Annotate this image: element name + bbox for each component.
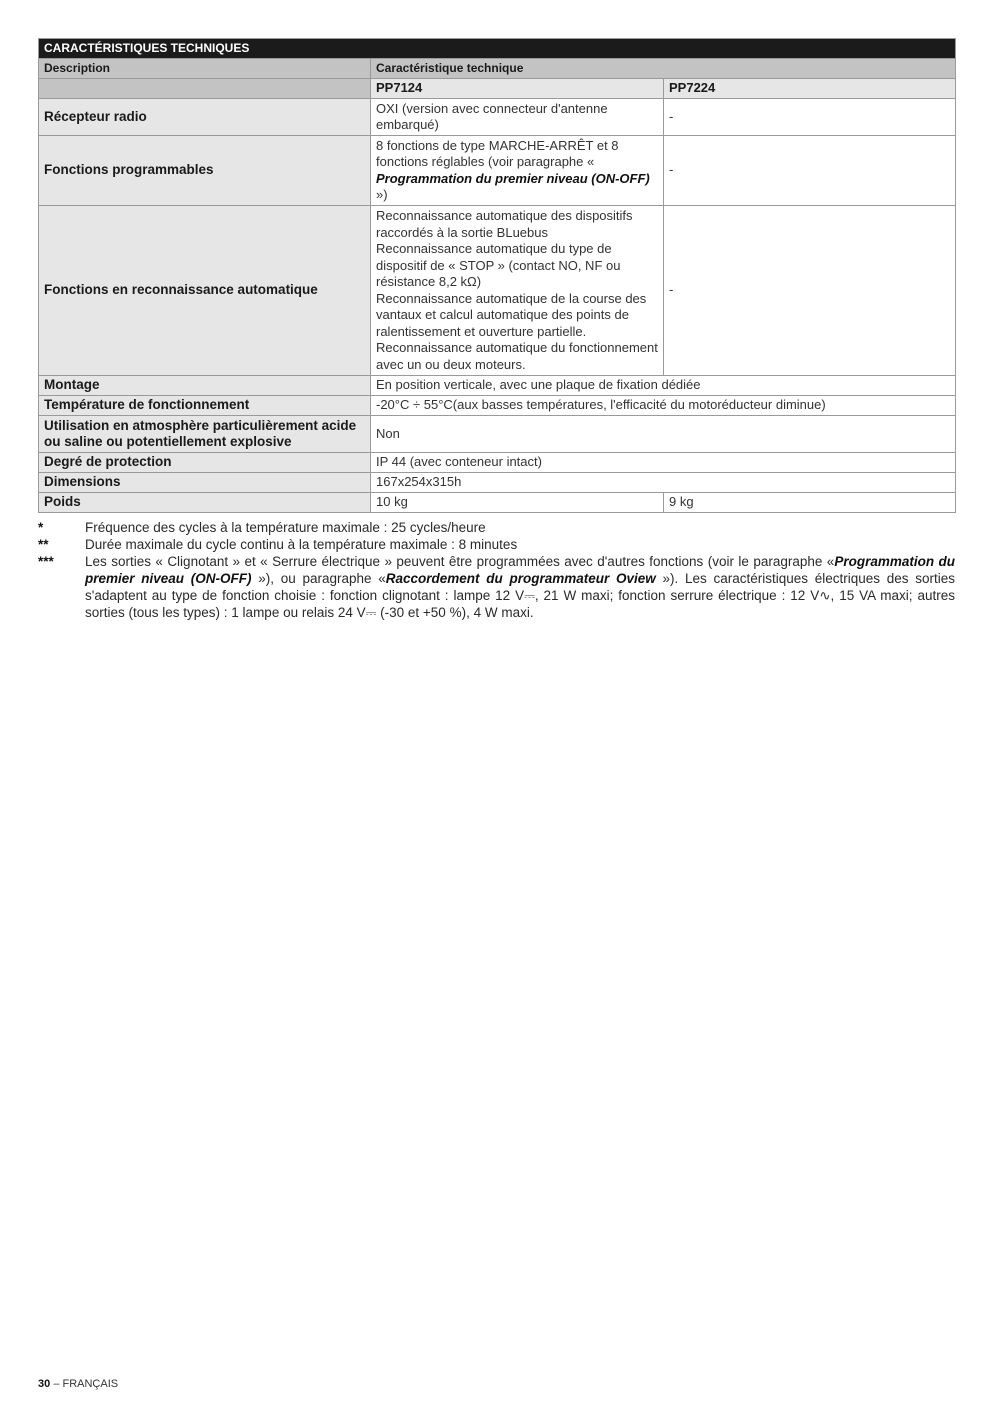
table-row [39, 416, 956, 453]
value-line: Reconnaissance automatique de la course des vantaux et calcul automatique des points de ralentissement et ouverture partielle. [376, 290, 647, 339]
value-text: 8 fonctions de type MARCHE-ARRÊT et 8 fonctions réglables (voir paragraphe « [376, 137, 619, 169]
row-value: 167x254x315h [371, 473, 956, 493]
footnote-text [85, 553, 955, 621]
table-row [39, 99, 956, 136]
row-label: Degré de protection [39, 453, 371, 473]
row-label: Montage [39, 376, 371, 396]
value-line: Reconnaissance automatique du type de dispositif de « STOP » (contact NO, NF ou résistance 8,2 kΩ) [376, 241, 621, 289]
page-footer [38, 1378, 118, 1390]
row-value: - [664, 136, 956, 206]
row-value: - [664, 99, 956, 136]
row-value: 9 kg [664, 493, 956, 513]
footnote-text-part: »), ou paragraphe « [258, 571, 386, 586]
row-label: Dimensions [39, 473, 371, 493]
footnotes [38, 519, 955, 621]
spec-table [38, 38, 956, 513]
table-title: CARACTÉRISTIQUES TECHNIQUES [39, 39, 956, 59]
row-label: Poids [39, 493, 371, 513]
table-row [39, 453, 956, 473]
row-value: IP 44 (avec conteneur intact) [371, 453, 956, 473]
table-row [39, 396, 956, 416]
value-text: ») [376, 187, 388, 202]
footnote-emphasis: Programmation du premier niveau (ON-OFF) [85, 554, 955, 586]
value-line: Reconnaissance automatique du fonctionnement avec un ou deux moteurs. [376, 340, 658, 372]
table-row [39, 136, 956, 206]
page-number: 30 [38, 1378, 51, 1390]
model-pp7124: PP7124 [371, 79, 664, 99]
table-row [39, 206, 956, 376]
model-row [39, 79, 956, 99]
table-header-row [39, 59, 956, 79]
row-label: Récepteur radio [39, 99, 371, 136]
value-emphasis: Programmation du premier niveau (ON-OFF) [376, 170, 650, 186]
footnote [38, 553, 955, 621]
row-label: Fonctions en reconnaissance automatique [39, 206, 371, 376]
table-row [39, 473, 956, 493]
footnote-mark: ** [38, 537, 49, 552]
model-row-blank [39, 79, 371, 99]
row-value: OXI (version avec connecteur d'antenne embarqué) [371, 99, 664, 136]
footnote [38, 519, 955, 536]
footnote-emphasis: Raccordement du programmateur Oview [385, 571, 656, 586]
row-label: Fonctions programmables [39, 136, 371, 206]
document-page [38, 38, 955, 621]
table-row [39, 376, 956, 396]
row-value [371, 206, 664, 376]
value-line: Reconnaissance automatique des dispositifs raccordés à la sortie BLuebus [376, 208, 633, 240]
footnote-text: Durée maximale du cycle continu à la température maximale : 8 minutes [85, 537, 518, 552]
row-value [371, 136, 664, 206]
footer-language: – FRANÇAIS [53, 1378, 119, 1390]
row-value: 10 kg [371, 493, 664, 513]
footnote-mark: *** [38, 554, 54, 569]
footnote-mark: * [38, 520, 44, 535]
model-pp7224: PP7224 [664, 79, 956, 99]
table-row [39, 493, 956, 513]
row-value: - [664, 206, 956, 376]
footnote-text-part: »). Les caractéristiques électriques des sorties s'adaptent au type de fonction choisie : fonction clignotant : lampe 12 V⎓, 21 W maxi; fonction serrure électrique : 12 V∿, 15 VA maxi; autres sorties (tous les types) : 1 lampe ou relais 24 V⎓ (-30 et +50 %), 4 W maxi. [85, 571, 955, 620]
footnote [38, 536, 955, 553]
row-value: Non [371, 416, 956, 453]
header-characteristic: Caractéristique technique [371, 59, 956, 79]
footnote-text: Fréquence des cycles à la température maximale : 25 cycles/heure [85, 520, 486, 535]
footnote-text-part: Les sorties « Clignotant » et « Serrure électrique » peuvent être programmées avec d'autres fonctions (voir le paragraphe « [85, 554, 835, 569]
row-label: Température de fonctionnement [39, 396, 371, 416]
row-label: Utilisation en atmosphère particulièrement acide ou saline ou potentiellement explosive [39, 416, 371, 453]
table-title-row [39, 39, 956, 59]
row-value: -20°C ÷ 55°C(aux basses températures, l'efficacité du motoréducteur diminue) [371, 396, 956, 416]
header-description: Description [39, 59, 371, 79]
row-value: En position verticale, avec une plaque de fixation dédiée [371, 376, 956, 396]
